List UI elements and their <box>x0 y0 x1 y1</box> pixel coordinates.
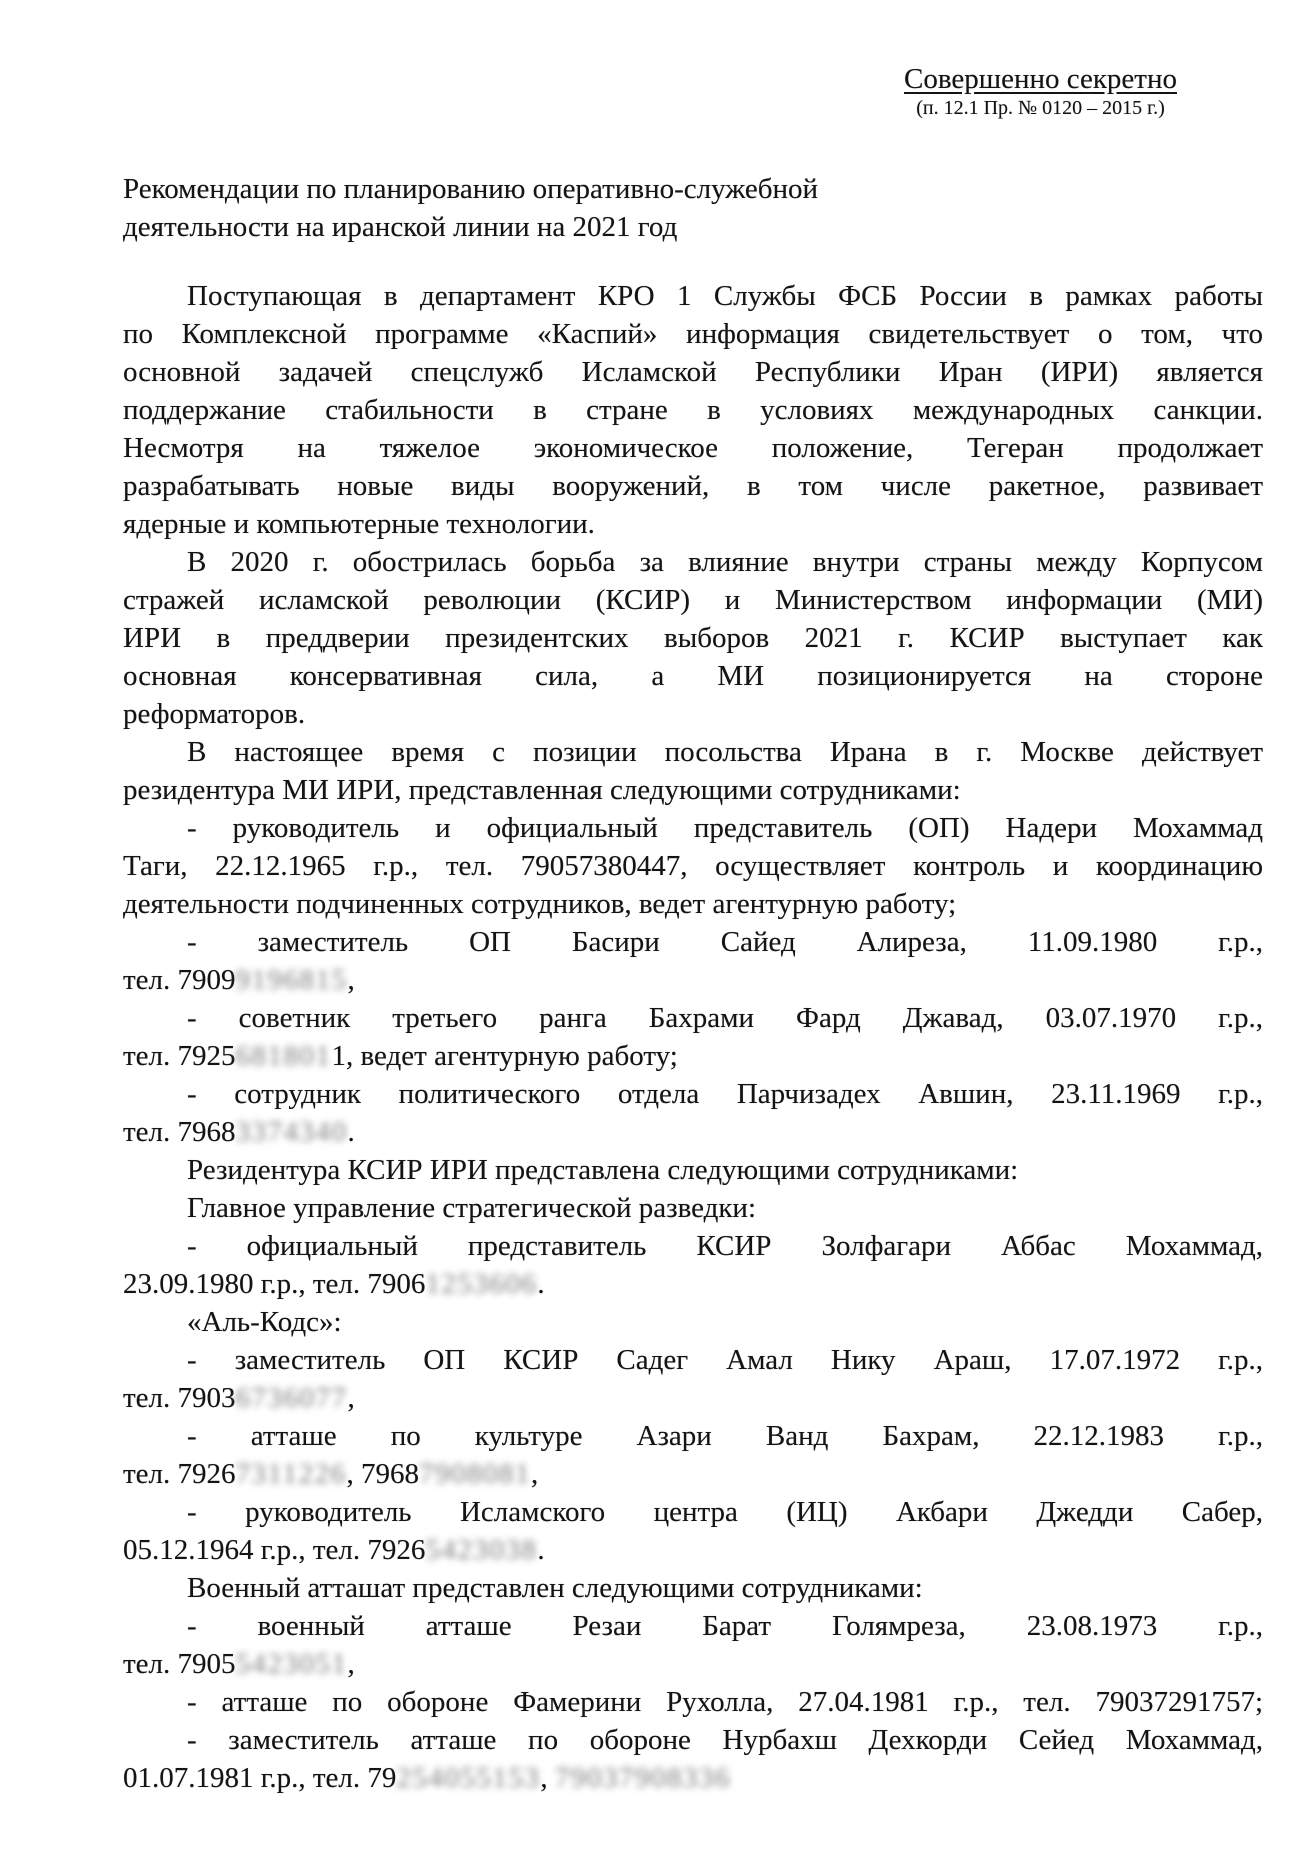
text-segment: тел. 7909 <box>123 964 236 996</box>
text-line <box>123 1265 1263 1303</box>
text-line <box>123 1721 1263 1759</box>
text-segment: Главное управление стратегической разведки: <box>187 1192 756 1224</box>
text-line <box>123 657 1263 695</box>
text-segment: . <box>537 1534 545 1566</box>
text-line <box>123 999 1263 1037</box>
redacted-phone-digits: 5423038 <box>425 1534 538 1566</box>
text-segment: тел. 7905 <box>123 1648 236 1680</box>
text-segment: Таги, 22.12.1965 г.р., тел. 79057380447, осуществляет контроль и координацию <box>123 850 1263 882</box>
text-segment: , <box>347 964 355 996</box>
text-segment: тел. 7903 <box>123 1382 236 1414</box>
text-line <box>123 1037 1263 1075</box>
text-segment: , <box>540 1762 555 1794</box>
document-body <box>123 277 1263 1797</box>
text-segment: , 7968 <box>346 1458 419 1490</box>
text-segment: ядерные и компьютерные технологии. <box>123 508 595 540</box>
text-line <box>123 1227 1263 1265</box>
document-title-line-2: деятельности на иранской линии на 2021 год <box>123 211 678 243</box>
text-line <box>123 1683 1263 1721</box>
text-segment: - официальный представитель КСИР Золфагари Аббас Мохаммад, <box>187 1230 1263 1262</box>
text-segment: 01.07.1981 г.р., тел. 79 <box>123 1762 397 1794</box>
text-segment: тел. 7925 <box>123 1040 236 1072</box>
classification-header <box>904 62 1177 120</box>
text-line <box>123 315 1263 353</box>
text-line <box>123 581 1263 619</box>
text-line <box>123 733 1263 771</box>
text-line <box>123 1113 1263 1151</box>
text-segment: разрабатывать новые виды вооружений, в том числе ракетное, развивает <box>123 470 1263 502</box>
redacted-phone-digits: 79037908336 <box>554 1762 731 1794</box>
text-line <box>123 619 1263 657</box>
text-line <box>123 1569 1263 1607</box>
text-segment: - атташе по обороне Фамерини Рухолла, 27.04.1981 г.р., тел. 79037291757; <box>187 1686 1263 1718</box>
text-line <box>123 1303 1263 1341</box>
text-segment: тел. 7968 <box>123 1116 236 1148</box>
text-segment: 23.09.1980 г.р., тел. 7906 <box>123 1268 426 1300</box>
text-segment: Несмотря на тяжелое экономическое положение, Тегеран продолжает <box>123 432 1263 464</box>
text-line <box>123 505 1263 543</box>
text-segment: , <box>347 1382 355 1414</box>
text-segment: - заместитель атташе по обороне Нурбахш Дехкорди Сейед Мохаммад, <box>187 1724 1263 1756</box>
text-segment: Поступающая в департамент КРО 1 Службы ФСБ России в рамках работы <box>187 280 1263 312</box>
text-segment: ИРИ в преддверии президентских выборов 2021 г. КСИР выступает как <box>123 622 1263 654</box>
text-segment: - сотрудник политического отдела Парчизадех Авшин, 23.11.1969 г.р., <box>187 1078 1263 1110</box>
text-segment: стражей исламской революции (КСИР) и Министерством информации (МИ) <box>123 584 1263 616</box>
text-segment: - военный атташе Резаи Барат Голямреза, 23.08.1973 г.р., <box>187 1610 1263 1642</box>
redacted-phone-digits: 7908081 <box>418 1458 531 1490</box>
text-line <box>123 1531 1263 1569</box>
text-line <box>123 543 1263 581</box>
text-segment: по Комплексной программе «Каспий» информация свидетельствует о том, что <box>123 318 1263 350</box>
text-segment: 05.12.1964 г.р., тел. 7926 <box>123 1534 426 1566</box>
text-line <box>123 847 1263 885</box>
classification-label: Совершенно секретно <box>904 63 1177 95</box>
text-line <box>123 1379 1263 1417</box>
text-segment: реформаторов. <box>123 698 306 730</box>
text-line <box>123 1607 1263 1645</box>
text-line <box>123 695 1263 733</box>
text-segment: , <box>530 1458 539 1490</box>
text-line <box>123 1341 1263 1379</box>
text-segment: В 2020 г. обострилась борьба за влияние внутри страны между Корпусом <box>187 546 1263 578</box>
text-segment: «Аль-Кодс»: <box>187 1306 342 1338</box>
classification-note: (п. 12.1 Пр. № 0120 – 2015 г.) <box>916 97 1165 119</box>
text-line <box>123 1417 1263 1455</box>
redacted-phone-digits: 681801 <box>235 1040 332 1072</box>
text-line <box>123 1759 1263 1797</box>
redacted-phone-digits: 1253606 <box>425 1268 538 1300</box>
text-line <box>123 1455 1263 1493</box>
redacted-phone-digits: 254055153 <box>396 1762 541 1794</box>
text-segment: . <box>537 1268 545 1300</box>
text-segment: - заместитель ОП Басири Сайед Алиреза, 11.09.1980 г.р., <box>187 926 1263 958</box>
text-segment: основной задачей спецслужб Исламской Республики Иран (ИРИ) является <box>123 356 1263 388</box>
text-segment: - атташе по культуре Азари Ванд Бахрам, 22.12.1983 г.р., <box>187 1420 1263 1452</box>
text-line <box>123 277 1263 315</box>
text-segment: - советник третьего ранга Бахрами Фард Джавад, 03.07.1970 г.р., <box>187 1002 1263 1034</box>
text-line <box>123 1075 1263 1113</box>
text-line <box>123 809 1263 847</box>
text-segment: Резидентура КСИР ИРИ представлена следующими сотрудниками: <box>187 1154 1019 1186</box>
text-line <box>123 1189 1263 1227</box>
document-title <box>123 170 1263 246</box>
text-line <box>123 429 1263 467</box>
redacted-phone-digits: 6736077 <box>235 1382 348 1414</box>
redacted-phone-digits: 5423051 <box>235 1648 348 1680</box>
text-line <box>123 923 1263 961</box>
text-segment: В настоящее время с позиции посольства Ирана в г. Москве действует <box>187 736 1263 768</box>
text-segment: - руководитель и официальный представитель (ОП) Надери Мохаммад <box>187 812 1263 844</box>
text-segment: тел. 7926 <box>123 1458 236 1490</box>
text-line <box>123 391 1263 429</box>
text-segment: - руководитель Исламского центра (ИЦ) Акбари Джедди Сабер, <box>187 1496 1263 1528</box>
redacted-phone-digits: 9196815 <box>235 964 348 996</box>
text-line <box>123 1493 1263 1531</box>
text-line <box>123 885 1263 923</box>
text-segment: основная консервативная сила, а МИ позиционируется на стороне <box>123 660 1263 692</box>
text-line <box>123 1645 1263 1683</box>
text-line <box>123 961 1263 999</box>
redacted-phone-digits: 7311226 <box>235 1458 347 1490</box>
text-segment: , <box>347 1648 355 1680</box>
document-title-line-1: Рекомендации по планированию оперативно-служебной <box>123 173 819 205</box>
text-segment: 1, ведет агентурную работу; <box>331 1040 678 1072</box>
text-segment: поддержание стабильности в стране в условиях международных санкции. <box>123 394 1263 426</box>
text-line <box>123 467 1263 505</box>
text-line <box>123 771 1263 809</box>
text-line <box>123 353 1263 391</box>
text-segment: Военный атташат представлен следующими сотрудниками: <box>187 1572 923 1604</box>
text-segment: резидентура МИ ИРИ, представленная следующими сотрудниками: <box>123 774 961 806</box>
text-segment: . <box>347 1116 355 1148</box>
text-line <box>123 1151 1263 1189</box>
text-segment: деятельности подчиненных сотрудников, ведет агентурную работу; <box>123 888 957 920</box>
text-segment: - заместитель ОП КСИР Садег Амал Нику Араш, 17.07.1972 г.р., <box>187 1344 1263 1376</box>
redacted-phone-digits: 3374340 <box>235 1116 348 1148</box>
